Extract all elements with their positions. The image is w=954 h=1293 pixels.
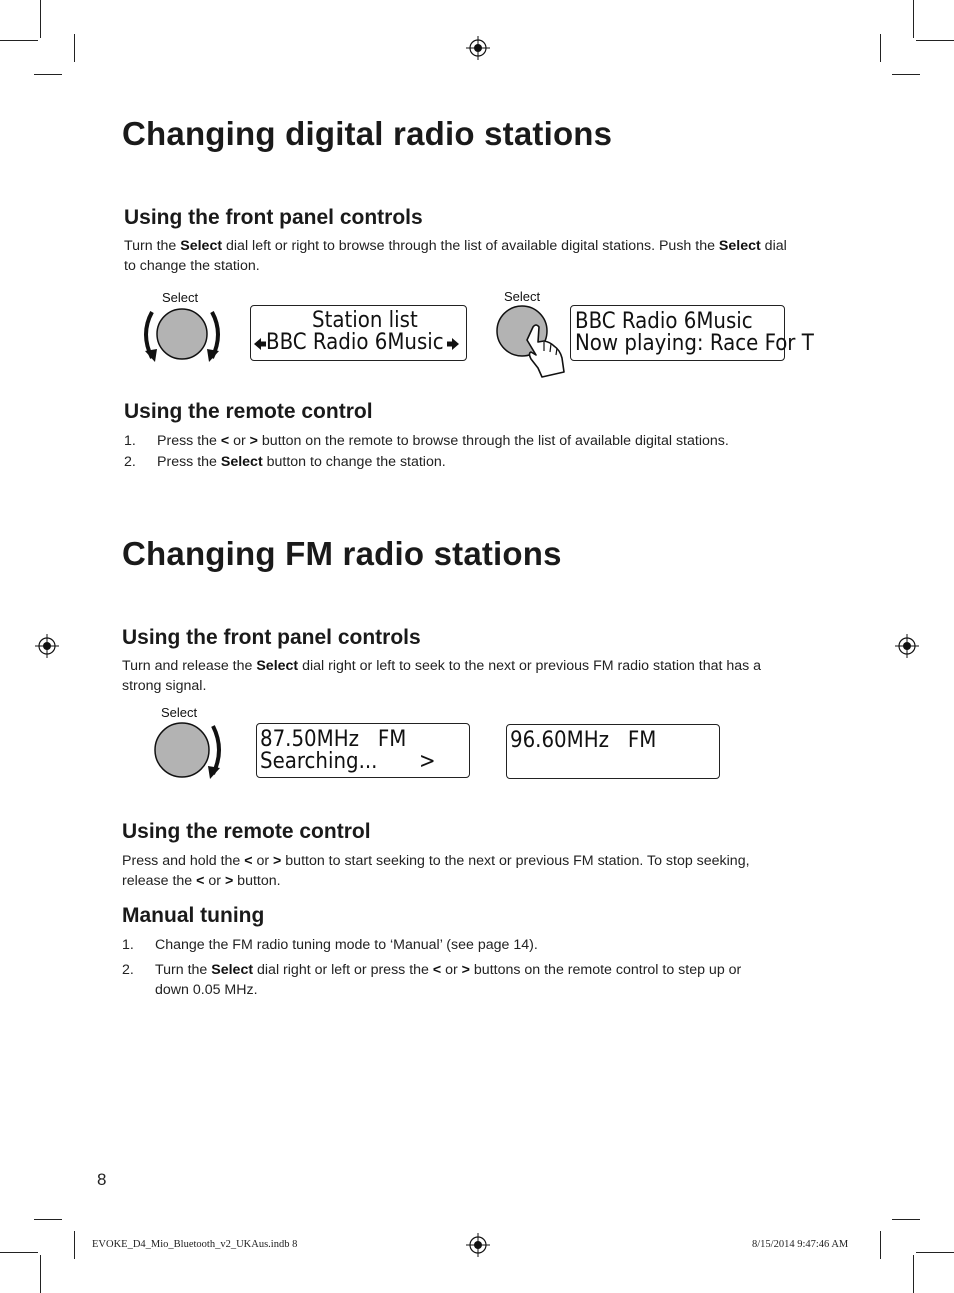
lcd-line-2: Now playing: Race For T [575,331,814,356]
lcd-now-playing [570,305,814,361]
lcd-line-2: Searching... [260,749,378,774]
crop-mark [40,0,41,38]
heading-remote-digital: Using the remote control [124,400,373,423]
crop-mark [0,1252,38,1253]
registration-mark-icon [466,36,490,60]
heading-front-panel-fm: Using the front panel controls [122,626,421,649]
registration-mark-icon [895,634,919,658]
footer-timestamp: 8/15/2014 9:47:46 AM [752,1239,849,1250]
lcd-line-1: BBC Radio 6Music [575,309,753,334]
crop-mark [880,34,881,62]
lcd-line-1: Station list [312,308,418,333]
crop-mark [892,1219,920,1220]
heading-front-panel-digital: Using the front panel controls [124,206,423,229]
lcd-fm-searching [256,723,470,778]
crop-mark [34,74,62,75]
crop-mark [0,40,38,41]
front-panel-digital-text: Turn the Select dial left or right to browse through the list of available digital stations. Push the Select dial to change the station. [124,238,787,274]
lcd-station-list [250,305,467,361]
list-item: 2. Turn the Select dial right or left or press the < or > buttons on the remote control to step up or down 0.05 MHz. [122,962,742,998]
front-panel-fm-text: Turn and release the Select dial right or left to seek to the next or previous FM radio station that has a strong signal. [122,658,762,694]
dial-label: Select [161,705,198,720]
dial-label: Select [162,290,199,305]
heading-remote-fm: Using the remote control [122,820,371,843]
crop-mark [913,0,914,38]
crop-mark [40,1255,41,1293]
crop-mark [916,40,954,41]
page-title-fm: Changing FM radio stations [122,535,562,572]
lcd-line-1: 96.60MHz FM [510,728,657,753]
arrow-right-icon [447,338,459,350]
dial-label: Select [504,289,541,304]
heading-manual-tuning: Manual tuning [122,904,265,927]
footer-file-name: EVOKE_D4_Mio_Bluetooth_v2_UKAus.indb 8 [92,1239,298,1250]
list-item: 1. Change the FM radio tuning mode to ‘Manual’ (see page 14). [122,937,538,953]
lcd-line-2: BBC Radio 6Music [266,330,444,355]
registration-mark-icon [466,1233,490,1257]
select-dial-rotate-right-icon [150,718,222,782]
remote-fm-text: Press and hold the < or > button to start seeking to the next or previous FM station. To stop seeking, release the < or > button. [122,853,750,889]
crop-mark [34,1219,62,1220]
list-item: 1. Press the < or > button on the remote to browse through the list of available digital stations. [124,433,729,449]
crop-mark [913,1255,914,1293]
page-title-digital: Changing digital radio stations [122,115,613,152]
crop-mark [74,1231,75,1259]
page-number: 8 [97,1170,107,1189]
select-dial-rotate-icon [142,302,222,366]
lcd-seek-arrow: > [419,749,436,774]
registration-mark-icon [35,634,59,658]
arrow-left-icon [254,338,266,350]
crop-mark [916,1252,954,1253]
list-item: 2. Press the Select button to change the station. [124,454,446,470]
crop-mark [880,1231,881,1259]
crop-mark [892,74,920,75]
select-dial-push-icon [494,302,570,378]
lcd-fm-station [506,724,720,779]
crop-mark [74,34,75,62]
lcd-line-1: 87.50MHz FM [260,727,407,752]
